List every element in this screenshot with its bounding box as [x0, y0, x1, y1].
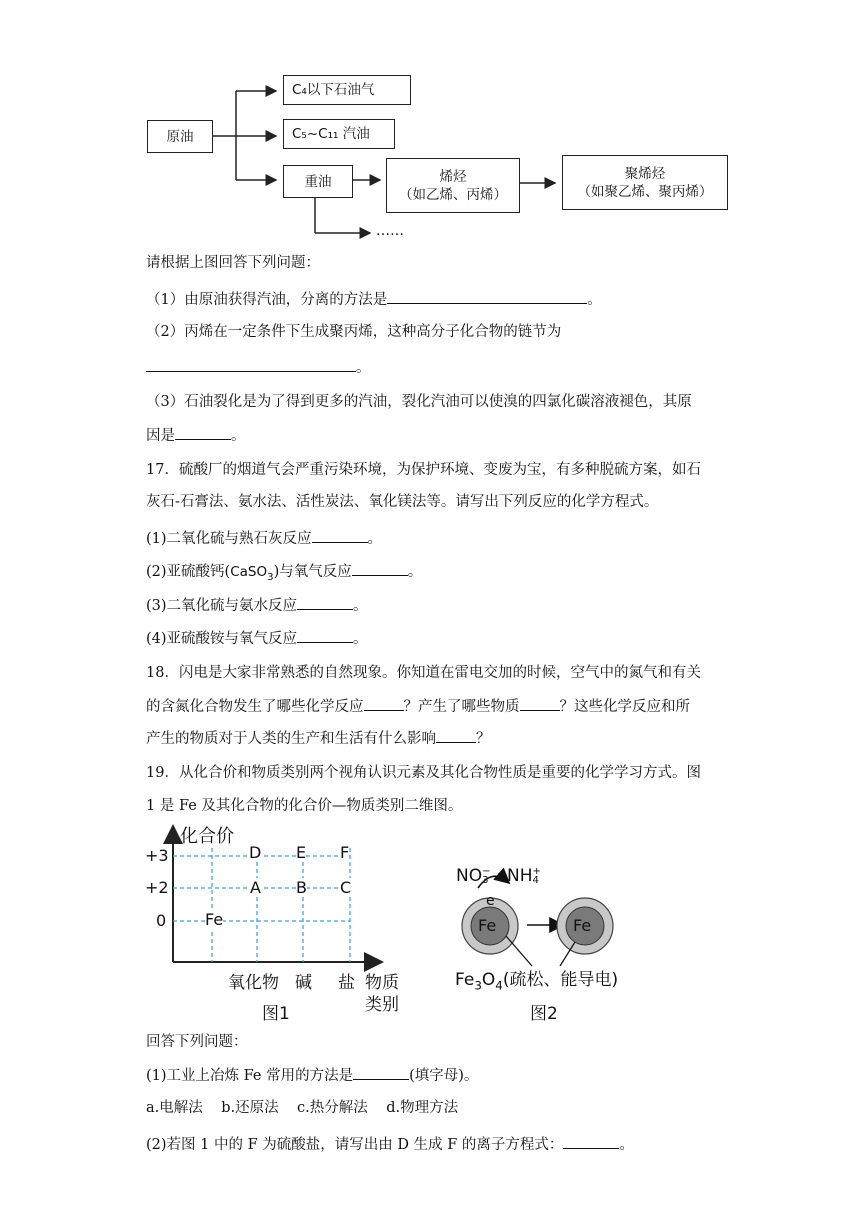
fig1-point-a: A [250, 878, 261, 897]
q18-line1: 18．闪电是大家非常熟悉的自然现象。你知道在雷电交加的时候，空气中的氮气和有关 [146, 665, 701, 681]
answer-blank[interactable] [563, 1133, 619, 1149]
answer-blank[interactable] [387, 288, 587, 304]
flow-polyolefin-box: 聚烯烃 （如聚乙烯、聚丙烯） [562, 155, 728, 210]
fig2-caption: 图2 [530, 1004, 558, 1024]
flow-gas-box: C₄以下石油气 [283, 75, 411, 105]
flow-ellipsis: …… [376, 223, 404, 239]
q16-part2-answer: 。 [146, 356, 371, 378]
q17-sub4: (4)亚硫酸铵与氧气反应 。 [146, 627, 368, 649]
fig1-xcat-oxide: 氧化物 [228, 973, 279, 993]
fig1-xcat-base: 碱 [295, 973, 312, 993]
fig2-fe-left: Fe [478, 916, 497, 935]
fig1-point-f: F [340, 843, 350, 862]
answer-blank[interactable] [352, 560, 408, 576]
answer-blank[interactable] [436, 727, 476, 743]
q19-options [146, 1098, 458, 1118]
fig1-ytick: +3 [145, 846, 169, 865]
q18-line3: 产生的物质对于人类的生产和生活有什么影响 ？ [146, 727, 491, 749]
flow-heavy-oil-box: 重油 [283, 165, 353, 198]
fig2-electron: e [486, 893, 495, 909]
answer-blank[interactable] [175, 424, 231, 440]
flow-gasoline-box: C₅~C₁₁ 汽油 [283, 119, 395, 149]
answer-blank[interactable] [146, 356, 356, 372]
q18-line2: 的含氮化合物发生了哪些化学反应 ？产生了哪些物质 ？这些化学反应和所 [146, 695, 690, 717]
fig1-xlabel: 物质 [365, 973, 399, 993]
flow-olefin-box: 烯烃 （如乙烯、丙烯） [386, 158, 520, 213]
fig2-fe3o4-label: $Fe_3O_4$(疏松、能导电) [455, 970, 619, 993]
q16-part1: （1）由原油获得汽油，分离的方法是 。 [146, 288, 602, 310]
fig1-ytick: +2 [145, 878, 169, 897]
q17-sub1: (1)二氧化硫与熟石灰反应 。 [146, 527, 382, 549]
grid [173, 848, 350, 962]
q16-intro: 请根据上图回答下列问题： [146, 255, 320, 271]
fig1-point-c: C [340, 878, 352, 897]
q19-line2: 1 是 Fe 及其化合物的化合价—物质类别二维图。 [146, 798, 463, 814]
answer-blank[interactable] [312, 527, 368, 543]
option-c[interactable]: c.热分解法 [297, 1100, 368, 1116]
flow-crude-box: 原油 [147, 120, 213, 153]
fig1-point-e: E [296, 843, 307, 862]
fig1-xcat-salt: 盐 [338, 973, 355, 993]
answer-blank[interactable] [364, 695, 404, 711]
option-b[interactable]: b.还原法 [221, 1100, 279, 1116]
answer-blank[interactable] [297, 627, 353, 643]
answer-blank[interactable] [520, 695, 560, 711]
q17-sub2: (2)亚硫酸钙(CaSO$_3$)与氧气反应 。 [146, 560, 422, 588]
answer-blank[interactable] [297, 594, 353, 610]
fig1-ylabel: 化合价 [180, 826, 234, 847]
q17-sub3: (3)二氧化硫与氨水反应 。 [146, 594, 368, 616]
fig1-caption: 图1 [262, 1004, 290, 1024]
fig1-point-fe: Fe [205, 910, 224, 929]
fig1-point-d: D [249, 843, 262, 862]
option-a[interactable]: a.电解法 [146, 1100, 203, 1116]
answer-blank[interactable] [353, 1064, 409, 1080]
q19-sub1: (1)工业上冶炼 Fe 常用的方法是 (填字母)。 [146, 1064, 478, 1086]
q19-answer-intro: 回答下列问题： [146, 1034, 248, 1050]
fig2-no3: NO − 3 [456, 866, 491, 886]
q19-sub2: (2)若图 1 中的 F 为硫酸盐，请写出由 D 生成 F 的离子方程式： 。 [146, 1133, 634, 1155]
q17-stem-line1: 17．硫酸厂的烟道气会严重污染环境，为保护环境、变废为宝，有多种脱硫方案，如石 [146, 462, 701, 478]
fig1-ytick: 0 [156, 911, 167, 930]
fig1-point-b: B [296, 878, 307, 897]
fig2-nh4: NH + 4 [507, 866, 541, 886]
fig2-fe-right: Fe [573, 916, 592, 935]
q16-part3-line2: 因是 。 [146, 424, 246, 446]
q17-stem-line2: 灰石-石膏法、氨水法、活性炭法、氧化镁法等。请写出下列反应的化学方程式。 [146, 494, 659, 510]
fig1-xlabel: 类别 [365, 995, 399, 1015]
q16-part2: （2）丙烯在一定条件下生成聚丙烯，这种高分子化合物的链节为 [146, 324, 562, 340]
option-d[interactable]: d.物理方法 [386, 1100, 459, 1116]
q16-part3-line1: （3）石油裂化是为了得到更多的汽油，裂化汽油可以使溴的四氯化碳溶液褪色，其原 [146, 394, 692, 410]
q19-line1: 19．从化合价和物质类别两个视角认识元素及其化合物性质是重要的化学学习方式。图 [146, 765, 701, 781]
